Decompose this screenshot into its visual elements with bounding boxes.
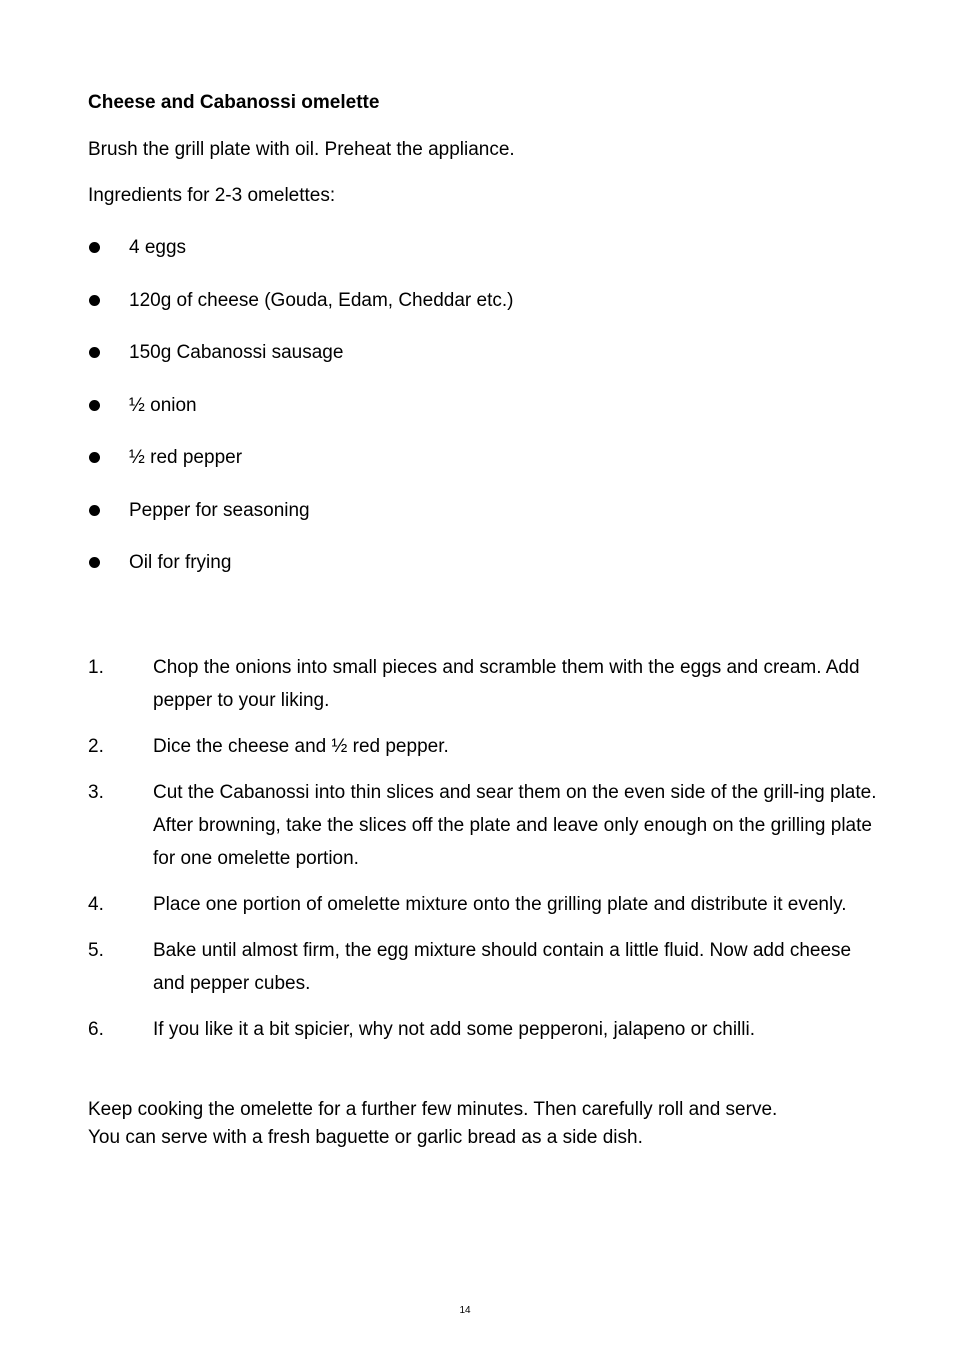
ingredient-text: ½ red pepper	[129, 447, 243, 468]
closing-paragraph	[88, 1096, 777, 1152]
bullet-icon	[89, 400, 100, 411]
ingredient-text: 120g of cheese (Gouda, Edam, Cheddar etc.)	[129, 289, 514, 311]
closing-line: Keep cooking the omelette for a further few minutes. Then carefully roll and serve.	[88, 1099, 778, 1120]
step-text: Cut the Cabanossi into thin slices and sear them on the even side of the grill-ing plate. After browning, take the slices off the plate and leave only enough on the grilling plate for one omelette portion.	[153, 782, 877, 869]
bullet-icon	[89, 505, 100, 516]
step-number: 4.	[88, 894, 104, 915]
step-text: Dice the cheese and ½ red pepper.	[153, 736, 449, 757]
step-number: 1.	[88, 657, 104, 678]
instructions-list	[88, 651, 878, 1059]
intro-text: Brush the grill plate with oil. Preheat the appliance.	[88, 139, 515, 160]
ingredient-text: Pepper for seasoning	[129, 499, 310, 521]
bullet-icon	[89, 295, 100, 306]
ingredient-text: ½ onion	[129, 394, 197, 416]
step-text: If you like it a bit spicier, why not add some pepperoni, jalapeno or chilli.	[153, 1019, 755, 1040]
ingredient-text: 150g Cabanossi sausage	[129, 342, 344, 363]
step-number: 3.	[88, 782, 104, 803]
ingredients-heading: Ingredients for 2-3 omelettes:	[88, 185, 336, 206]
page-number: 14	[459, 1305, 471, 1316]
bullet-icon	[89, 347, 100, 358]
step-text: Place one portion of omelette mixture onto the grilling plate and distribute it evenly.	[153, 894, 847, 915]
step-text: Chop the onions into small pieces and scramble them with the eggs and cream. Add pepper to your liking.	[153, 657, 860, 711]
instruction-step	[88, 651, 878, 717]
ingredient-text: 4 eggs	[129, 237, 187, 258]
bullet-icon	[89, 242, 100, 253]
instruction-step	[88, 888, 878, 921]
instruction-step	[88, 1013, 878, 1046]
step-number: 5.	[88, 940, 104, 961]
closing-line: You can serve with a fresh baguette or garlic bread as a side dish.	[88, 1127, 643, 1148]
instruction-step	[88, 776, 878, 875]
instruction-step	[88, 730, 878, 763]
instruction-step	[88, 934, 878, 1000]
ingredient-text: Oil for frying	[129, 552, 232, 573]
bullet-icon	[89, 452, 100, 463]
bullet-icon	[89, 557, 100, 568]
step-number: 2.	[88, 736, 104, 757]
step-number: 6.	[88, 1019, 104, 1040]
step-text: Bake until almost firm, the egg mixture should contain a little fluid. Now add cheese and pepper cubes.	[153, 940, 852, 994]
recipe-title: Cheese and Cabanossi omelette	[88, 92, 380, 113]
